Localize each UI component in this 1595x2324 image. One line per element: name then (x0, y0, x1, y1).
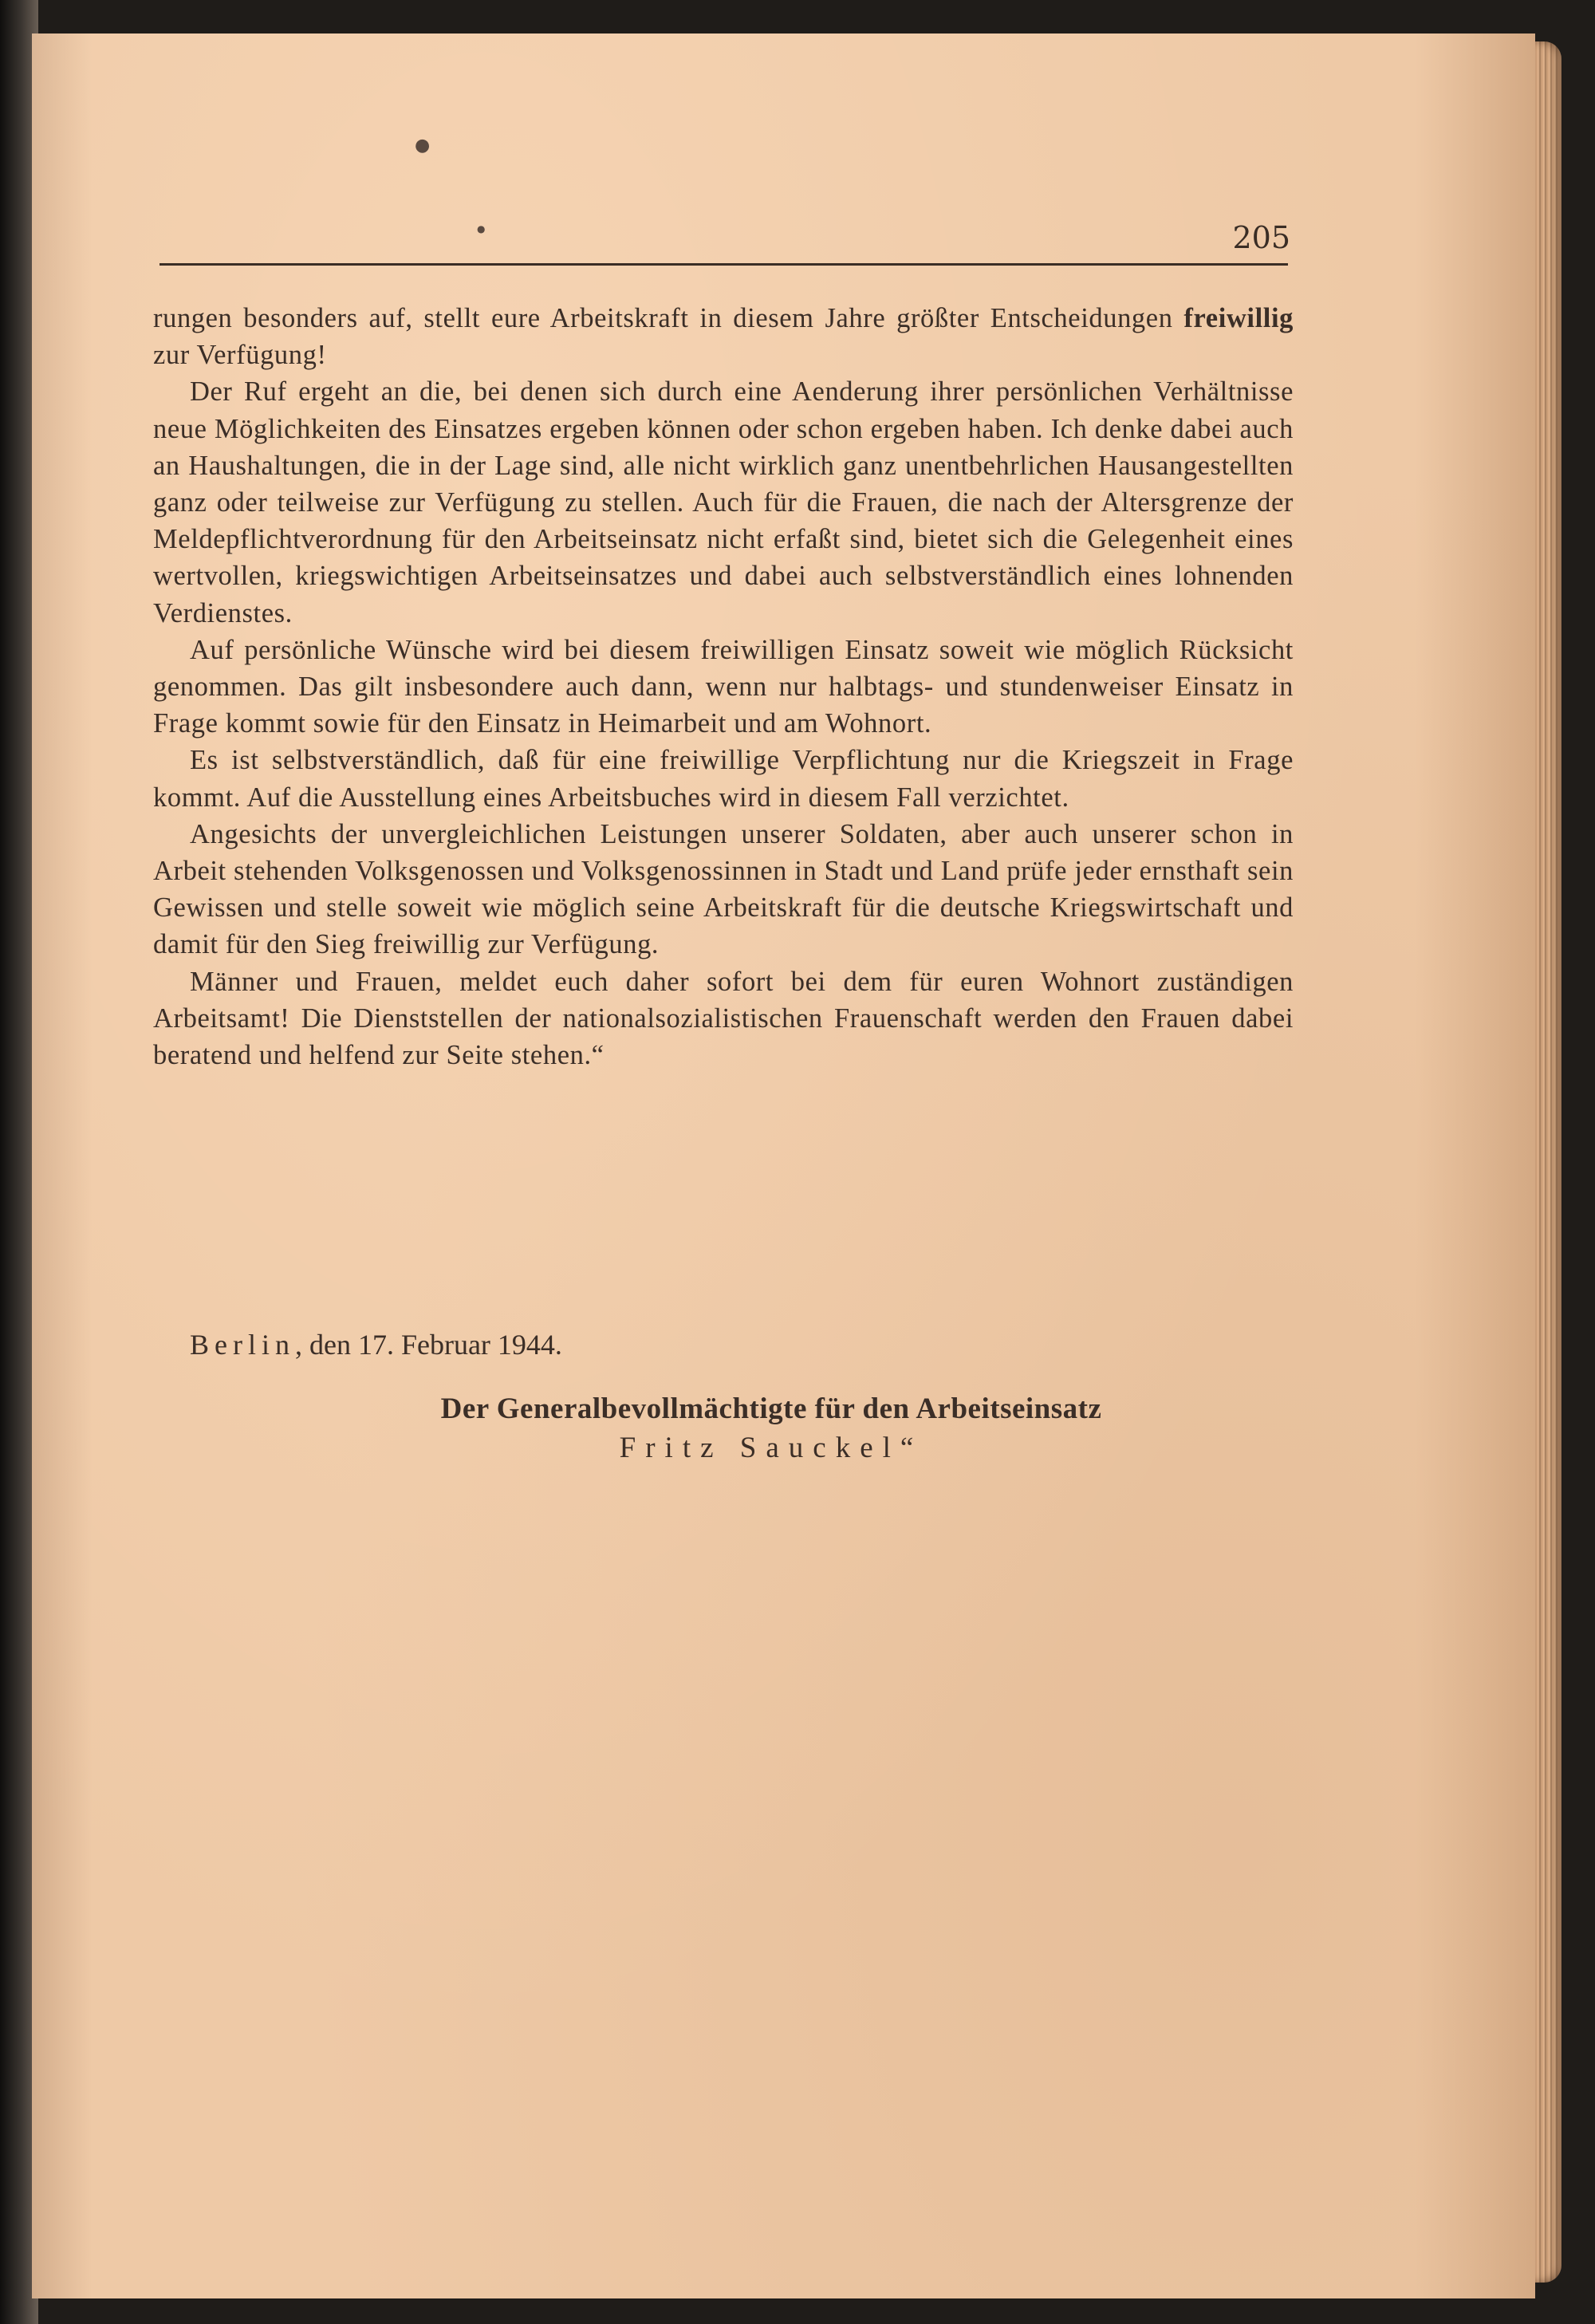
emphasis-text: freiwillig (1183, 303, 1294, 333)
header-rule (160, 263, 1288, 266)
paragraph: Männer und Frauen, meldet euch daher sofort bei dem für euren Wohnort zuständigen Arbeitsamt! Die Dienststellen der nationalsozialistischen Frauenschaft werden den Frauen dabei beratend und helfend zur Seite stehen.“ (153, 966, 1294, 1071)
signatory-title: Der Generalbevollmächtigte für den Arbeitseinsatz (440, 1392, 1102, 1425)
ink-speck: ● (415, 136, 431, 156)
paragraph (153, 300, 1294, 373)
ink-speck: ● (477, 223, 486, 234)
signatory-name: Fritz Sauckel“ (619, 1432, 924, 1464)
page-number: 205 (1232, 220, 1290, 255)
signature-block (153, 1392, 1294, 1465)
paragraph: Auf persönliche Wünsche wird bei diesem freiwilligen Einsatz soweit wie möglich Rücksicht genommen. Das gilt insbesondere auch dann, wenn nur halbtags- und stundenweiser Einsatz in Frage kommt sowie für den Einsatz in Heimarbeit und am Wohnort. (153, 634, 1294, 739)
paragraph: Angesichts der unvergleichlichen Leistungen unserer Soldaten, aber auch unserer schon in Arbeit stehenden Volksgenossen und Volksgenossinnen in Stadt und Land prüfe jeder ernsthaft sein Gewissen und stelle soweit wie möglich seine Arbeitskraft für die deutsche Kriegswirtschaft und damit für den Sieg freiwillig zur Verfügung. (153, 818, 1294, 960)
dateline-place: Berlin (190, 1329, 295, 1361)
paragraph-text: rungen besonders auf, stellt eure Arbeitskraft in diesem Jahre größter Entscheidungen (153, 303, 1184, 333)
dateline-date: , den 17. Februar 1944. (294, 1329, 562, 1361)
paragraph-text: zur Verfügung! (153, 340, 327, 371)
dateline (190, 1328, 562, 1361)
body-text (153, 300, 1294, 1073)
paragraph: Der Ruf ergeht an die, bei denen sich durch eine Aenderung ihrer persönlichen Verhältnisse neue Möglichkeiten des Einsatzes ergeben können oder schon ergeben haben. Ich denke dabei auch an Haushaltungen, die in der Lage sind, alle nicht wirklich ganz unentbehrlichen Hausangestellten ganz oder teilweise zur Verfügung zu stellen. Auch für die Frauen, die nach der Altersgrenze der Meldepflichtverordnung für den Arbeitseinsatz nicht erfaßt sind, bietet sich die Gelegenheit eines wertvollen, kriegswichtigen Arbeitseinsatzes und dabei auch selbstverständlich eines lohnenden Verdienstes. (153, 376, 1294, 628)
paragraph: Es ist selbstverständlich, daß für eine freiwillige Verpflichtung nur die Kriegszeit in Frage kommt. Auf die Ausstellung eines Arbeitsbuches wird in diesem Fall verzichtet. (153, 745, 1294, 813)
